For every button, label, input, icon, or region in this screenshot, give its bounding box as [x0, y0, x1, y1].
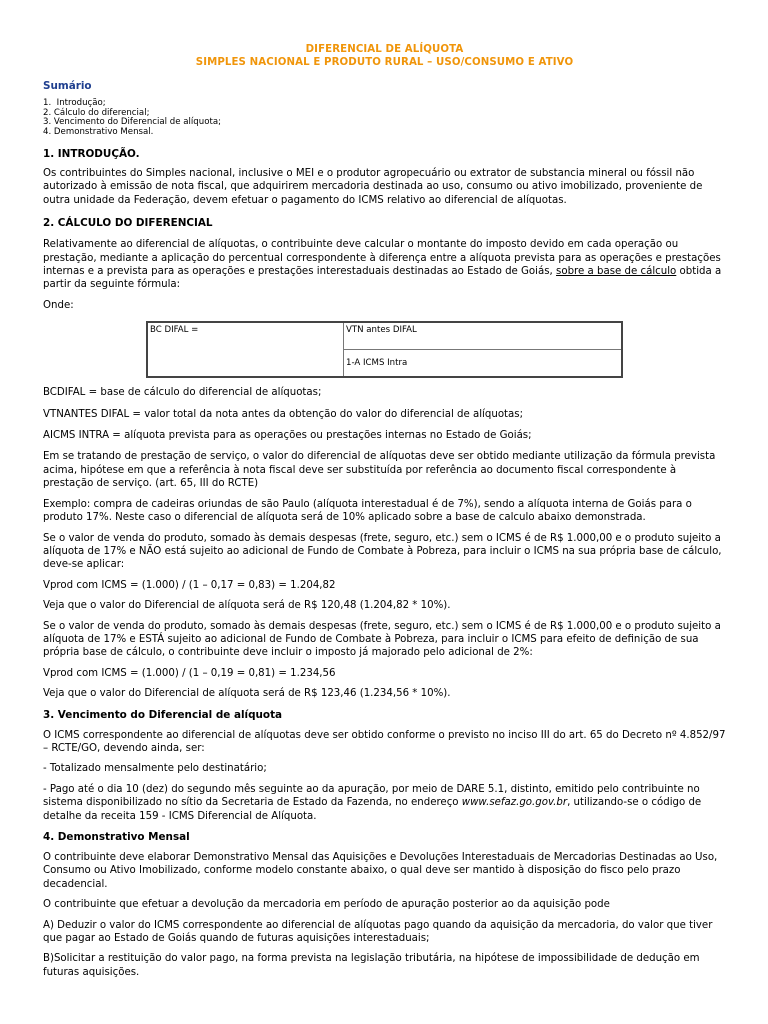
intro-text-end: obtida a partir da seguinte fórmula: [43, 266, 722, 291]
service-paragraph: Em se tratando de prestação de serviço, o valor do diferencial de alíquotas deve ser obtido mediante utilização da fórmula prevista acima, hipótese em que a referência à nota fiscal deve ser substituída por referência ao documento fiscal correspondente à prestação de serviço. (art. 65, III do RCTE) [43, 451, 716, 490]
sefaz-url: www.sefaz.go.gov.br [461, 797, 568, 809]
summary-item: 4. Demonstrativo Mensal. [43, 126, 154, 137]
formula-numerator-cell: VTN antes DIFAL [344, 322, 623, 350]
summary-item: 1. Introdução; [43, 98, 106, 108]
summary-list [43, 99, 726, 137]
section-4-heading: 4. Demonstrativo Mensal [43, 831, 190, 843]
case-2-paragraph: Se o valor de venda do produto, somado às demais despesas (frete, seguro, etc.) sem o ICMS é de R$ 1.000,00 e o produto sujeito a alíquota de 17% e ESTÁ sujeito ao adicional de Fundo de Combate à Pobreza, para incluir o ICMS para efeito de definição de sua própria base de cálculo, o contribuinte deve incluir o imposto já majorado pelo adicional de 2%: [43, 620, 721, 659]
section-4-paragraph-4: B)Solicitar a restituição do valor pago, na forma prevista na legislação tributária, na hipótese de impossibilidade de dedução em futuras aquisições. [43, 953, 700, 978]
document-subtitle: SIMPLES NACIONAL E PRODUTO RURAL – USO/CONSUMO E ATIVO [195, 57, 574, 68]
summary-item: 3. Vencimento do Diferencial de alíquota; [43, 117, 221, 127]
section-1-paragraph: Os contribuintes do Simples nacional, inclusive o MEI e o produtor agropecuário ou extrator de substancia mineral ou fóssil não autorizado à emissão de nota fiscal, que adquirirem mercadoria destinada ao uso, consumo ou ativo imobilizado, proveniente de outra unidade da Federação, devem efetuar o pagamento do ICMS relativo ao diferencial de alíquotas. [43, 168, 703, 206]
base-de-calculo-link[interactable]: sobre a base de cálculo [556, 266, 677, 278]
section-4-paragraph-2: O contribuinte que efetuar a devolução da mercadoria em período de apuração posterior ao da aquisição pode [43, 899, 610, 911]
onde-label: Onde: [43, 299, 74, 311]
section-3-paragraph-2: - Totalizado mensalmente pelo destinatário; [43, 763, 267, 775]
section-3-paragraph-1: O ICMS correspondente ao diferencial de alíquotas deve ser obtido conforme o previsto no inciso III do art. 65 do Decreto nº 4.852/97 – RCTE/GO, devendo ainda, ser: [43, 729, 726, 754]
payment-text-end: , utilizando-se o código de detalhe da receita 159 - ICMS Diferencial de Alíquota. [43, 797, 702, 822]
section-2-heading: 2. CÁLCULO DO DIFERENCIAL [43, 217, 213, 230]
section-3-paragraph-3 [43, 783, 726, 823]
formula-denominator-cell: 1-A ICMS Intra [344, 350, 623, 378]
case-1-paragraph: Se o valor de venda do produto, somado às demais despesas (frete, seguro, etc.) sem o ICMS é de R$ 1.000,00 e o produto sujeito a alíquota de 17% e NÃO está sujeito ao adicional de Fundo de Combate à Pobreza, para incluir o ICMS na sua própria base de cálculo, deve-se aplicar: [43, 532, 722, 571]
intro-text: Relativamente ao diferencial de alíquotas, o contribuinte deve calcular o montante do imposto devido em cada operação ou prestação, mediante a aplicação do percentual correspondente à diferença entre a alíquota prevista para as operações e prestações internas e a prevista para as operações e prestações interestaduais destinadas ao Estado de Goiás, [43, 239, 721, 278]
summary-item: 2. Cálculo do diferencial; [43, 107, 150, 118]
calculation-1: Vprod com ICMS = (1.000) / (1 – 0,17 = 0,83) = 1.204,82 [43, 579, 336, 591]
result-2: Veja que o valor do Diferencial de alíquota será de R$ 123,46 (1.234,56 * 10%). [43, 688, 451, 700]
definition-vtnantes: VTNANTES DIFAL = valor total da nota antes da obtenção do valor do diferencial de alíquotas; [43, 408, 524, 420]
result-1: Veja que o valor do Diferencial de alíquota será de R$ 120,48 (1.204,82 * 10%). [43, 600, 451, 612]
example-paragraph: Exemplo: compra de cadeiras oriundas de são Paulo (alíquota interestadual é de 7%), sendo a alíquota interna de Goiás para o produto 17%. Neste caso o diferencial de alíquota será de 10% aplicado sobre a base de calculo abaixo demonstrada. [43, 498, 692, 524]
section-4-paragraph-1: O contribuinte deve elaborar Demonstrativo Mensal das Aquisições e Devoluções Interestaduais de Mercadorias Destinadas ao Uso, Consumo ou Ativo Imobilizado, conforme modelo constante abaixo, o qual deve ser mantido à disposição do fisco pelo prazo decadencial. [43, 852, 718, 890]
formula-table [146, 321, 623, 378]
definition-aicms: AICMS INTRA = alíquota prevista para as operações ou prestações internas no Estado de Goiás; [43, 430, 532, 442]
document-page [43, 0, 726, 979]
formula-left-cell: BC DIFAL = [147, 322, 344, 377]
document-title: DIFERENCIAL DE ALÍQUOTA [305, 44, 464, 55]
section-4-paragraph-3: A) Deduzir o valor do ICMS correspondente ao diferencial de alíquotas pago quando da aquisição da mercadoria, do valor que tiver que pagar ao Estado de Goiás quando de futuras aquisições interestaduais; [43, 919, 713, 945]
calculation-2: Vprod com ICMS = (1.000) / (1 – 0,19 = 0,81) = 1.234,56 [43, 667, 336, 679]
payment-text: - Pago até o dia 10 (dez) do segundo mês seguinte ao da apuração, por meio de DARE 5.1, distinto, emitido pelo contribuinte no sistema disponibilizado no sítio da Secretaria de Estado da Fazenda, no endereço [43, 783, 700, 809]
section-2-intro-paragraph [43, 238, 726, 292]
definition-bcdifal: BCDIFAL = base de cálculo do diferencial de alíquotas; [43, 387, 322, 399]
section-1-heading: 1. INTRODUÇÃO. [43, 148, 140, 160]
summary-heading: Sumário [43, 80, 92, 92]
section-3-heading: 3. Vencimento do Diferencial de alíquota [43, 708, 283, 721]
